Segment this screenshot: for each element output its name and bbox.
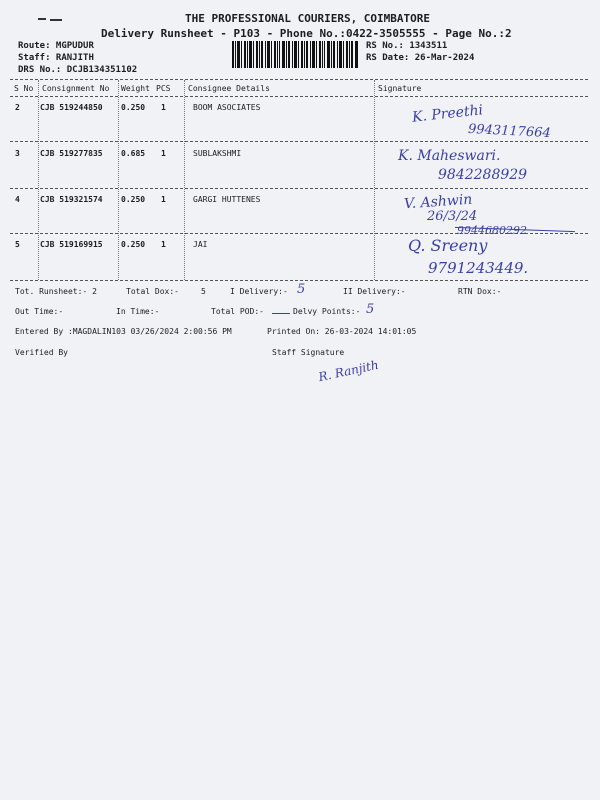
table-top-rule	[10, 79, 588, 80]
staff-signature: R. Ranjith	[317, 357, 380, 385]
rs-date: RS Date: 26-Mar-2024	[366, 53, 475, 63]
table-bottom-rule	[10, 280, 588, 281]
col-header-sno: S No	[14, 84, 34, 93]
col-header-consignment: Consignment No	[42, 84, 110, 93]
signature-name: K. Maheswari.	[398, 148, 501, 164]
table-row-consignment: CJB 519277835	[40, 149, 103, 158]
in-time-label: In Time:-	[116, 307, 160, 316]
total-dox-value: 5	[201, 287, 206, 296]
signature-name: V. Ashwin	[403, 191, 473, 213]
table-row-sno: 4	[15, 195, 20, 204]
table-row-sno: 3	[15, 149, 20, 158]
company-title: THE PROFESSIONAL COURIERS, COIMBATORE	[185, 12, 431, 25]
signature-phone: 9943117664	[467, 121, 552, 142]
signature-name: K. Preethi	[411, 102, 484, 126]
table-row-consignee: BOOM ASOCIATES	[193, 103, 261, 112]
table-row-consignment: CJB 519244850	[40, 103, 103, 112]
column-divider	[184, 80, 185, 280]
table-row-consignee: JAI	[193, 240, 208, 249]
delvy-points-value: 5	[366, 302, 375, 317]
barcode-icon	[232, 41, 358, 68]
col-header-signature: Signature	[378, 84, 422, 93]
table-row-consignee: SUBLAKSHMI	[193, 149, 242, 158]
signature-phone: 9842288929	[438, 167, 528, 183]
column-divider	[374, 80, 375, 280]
table-row-weight: 0.250	[121, 195, 146, 204]
pod-dash-mark	[272, 313, 290, 314]
table-row-pcs: 1	[161, 240, 166, 249]
row-rule	[10, 188, 588, 189]
staff-label: Staff: RANJITH	[18, 53, 94, 63]
route-label: Route: MGPUDUR	[18, 41, 94, 51]
ii-delivery-label: II Delivery:-	[343, 287, 406, 296]
column-divider	[38, 80, 39, 280]
table-row-weight: 0.250	[121, 103, 146, 112]
table-row-pcs: 1	[161, 149, 166, 158]
column-divider	[118, 80, 119, 280]
table-row-consignment: CJB 519169915	[40, 240, 103, 249]
table-row-weight: 0.250	[121, 240, 146, 249]
table-row-sno: 5	[15, 240, 20, 249]
runsheet-subtitle: Delivery Runsheet - P103 - Phone No.:0422-3505555 - Page No.:2	[101, 27, 512, 40]
table-row-weight: 0.685	[121, 149, 146, 158]
i-delivery-value: 5	[297, 282, 306, 297]
col-header-consignee: Consignee Details	[188, 84, 270, 93]
i-delivery-label: I Delivery:-	[230, 287, 288, 296]
rtn-dox-label: RTN Dox:-	[458, 287, 502, 296]
delvy-points-label: Delvy Points:-	[293, 307, 361, 316]
drs-number: DRS No.: DCJB134351102	[18, 65, 138, 75]
out-time-label: Out Time:-	[15, 307, 64, 316]
table-row-consignee: GARGI HUTTENES	[193, 195, 261, 204]
total-dox-label: Total Dox:-	[126, 287, 179, 296]
mark-icon	[34, 16, 64, 22]
total-runsheet: Tot. Runsheet:- 2	[15, 287, 97, 296]
col-header-pcs: PCS	[156, 84, 171, 93]
row-rule	[10, 141, 588, 142]
total-pod-label: Total POD:-	[211, 307, 264, 316]
table-row-consignment: CJB 519321574	[40, 195, 103, 204]
verified-by-label: Verified By	[15, 348, 68, 357]
signature-phone: 9944680292	[457, 224, 527, 237]
table-row-sno: 2	[15, 103, 20, 112]
signature-phone: 9791243449.	[428, 259, 529, 277]
table-header-rule	[10, 96, 588, 97]
staff-signature-label: Staff Signature	[272, 348, 345, 357]
col-header-weight: Weight	[121, 84, 150, 93]
table-row-pcs: 1	[161, 195, 166, 204]
table-row-pcs: 1	[161, 103, 166, 112]
printed-on: Printed On: 26-03-2024 14:01:05	[267, 327, 417, 336]
rs-number: RS No.: 1343511	[366, 41, 448, 51]
signature-name: Q. Sreeny	[408, 236, 488, 255]
signature-date: 26/3/24	[427, 209, 478, 224]
entered-by: Entered By :MAGDALIN103 03/26/2024 2:00:56 PM	[15, 327, 232, 336]
